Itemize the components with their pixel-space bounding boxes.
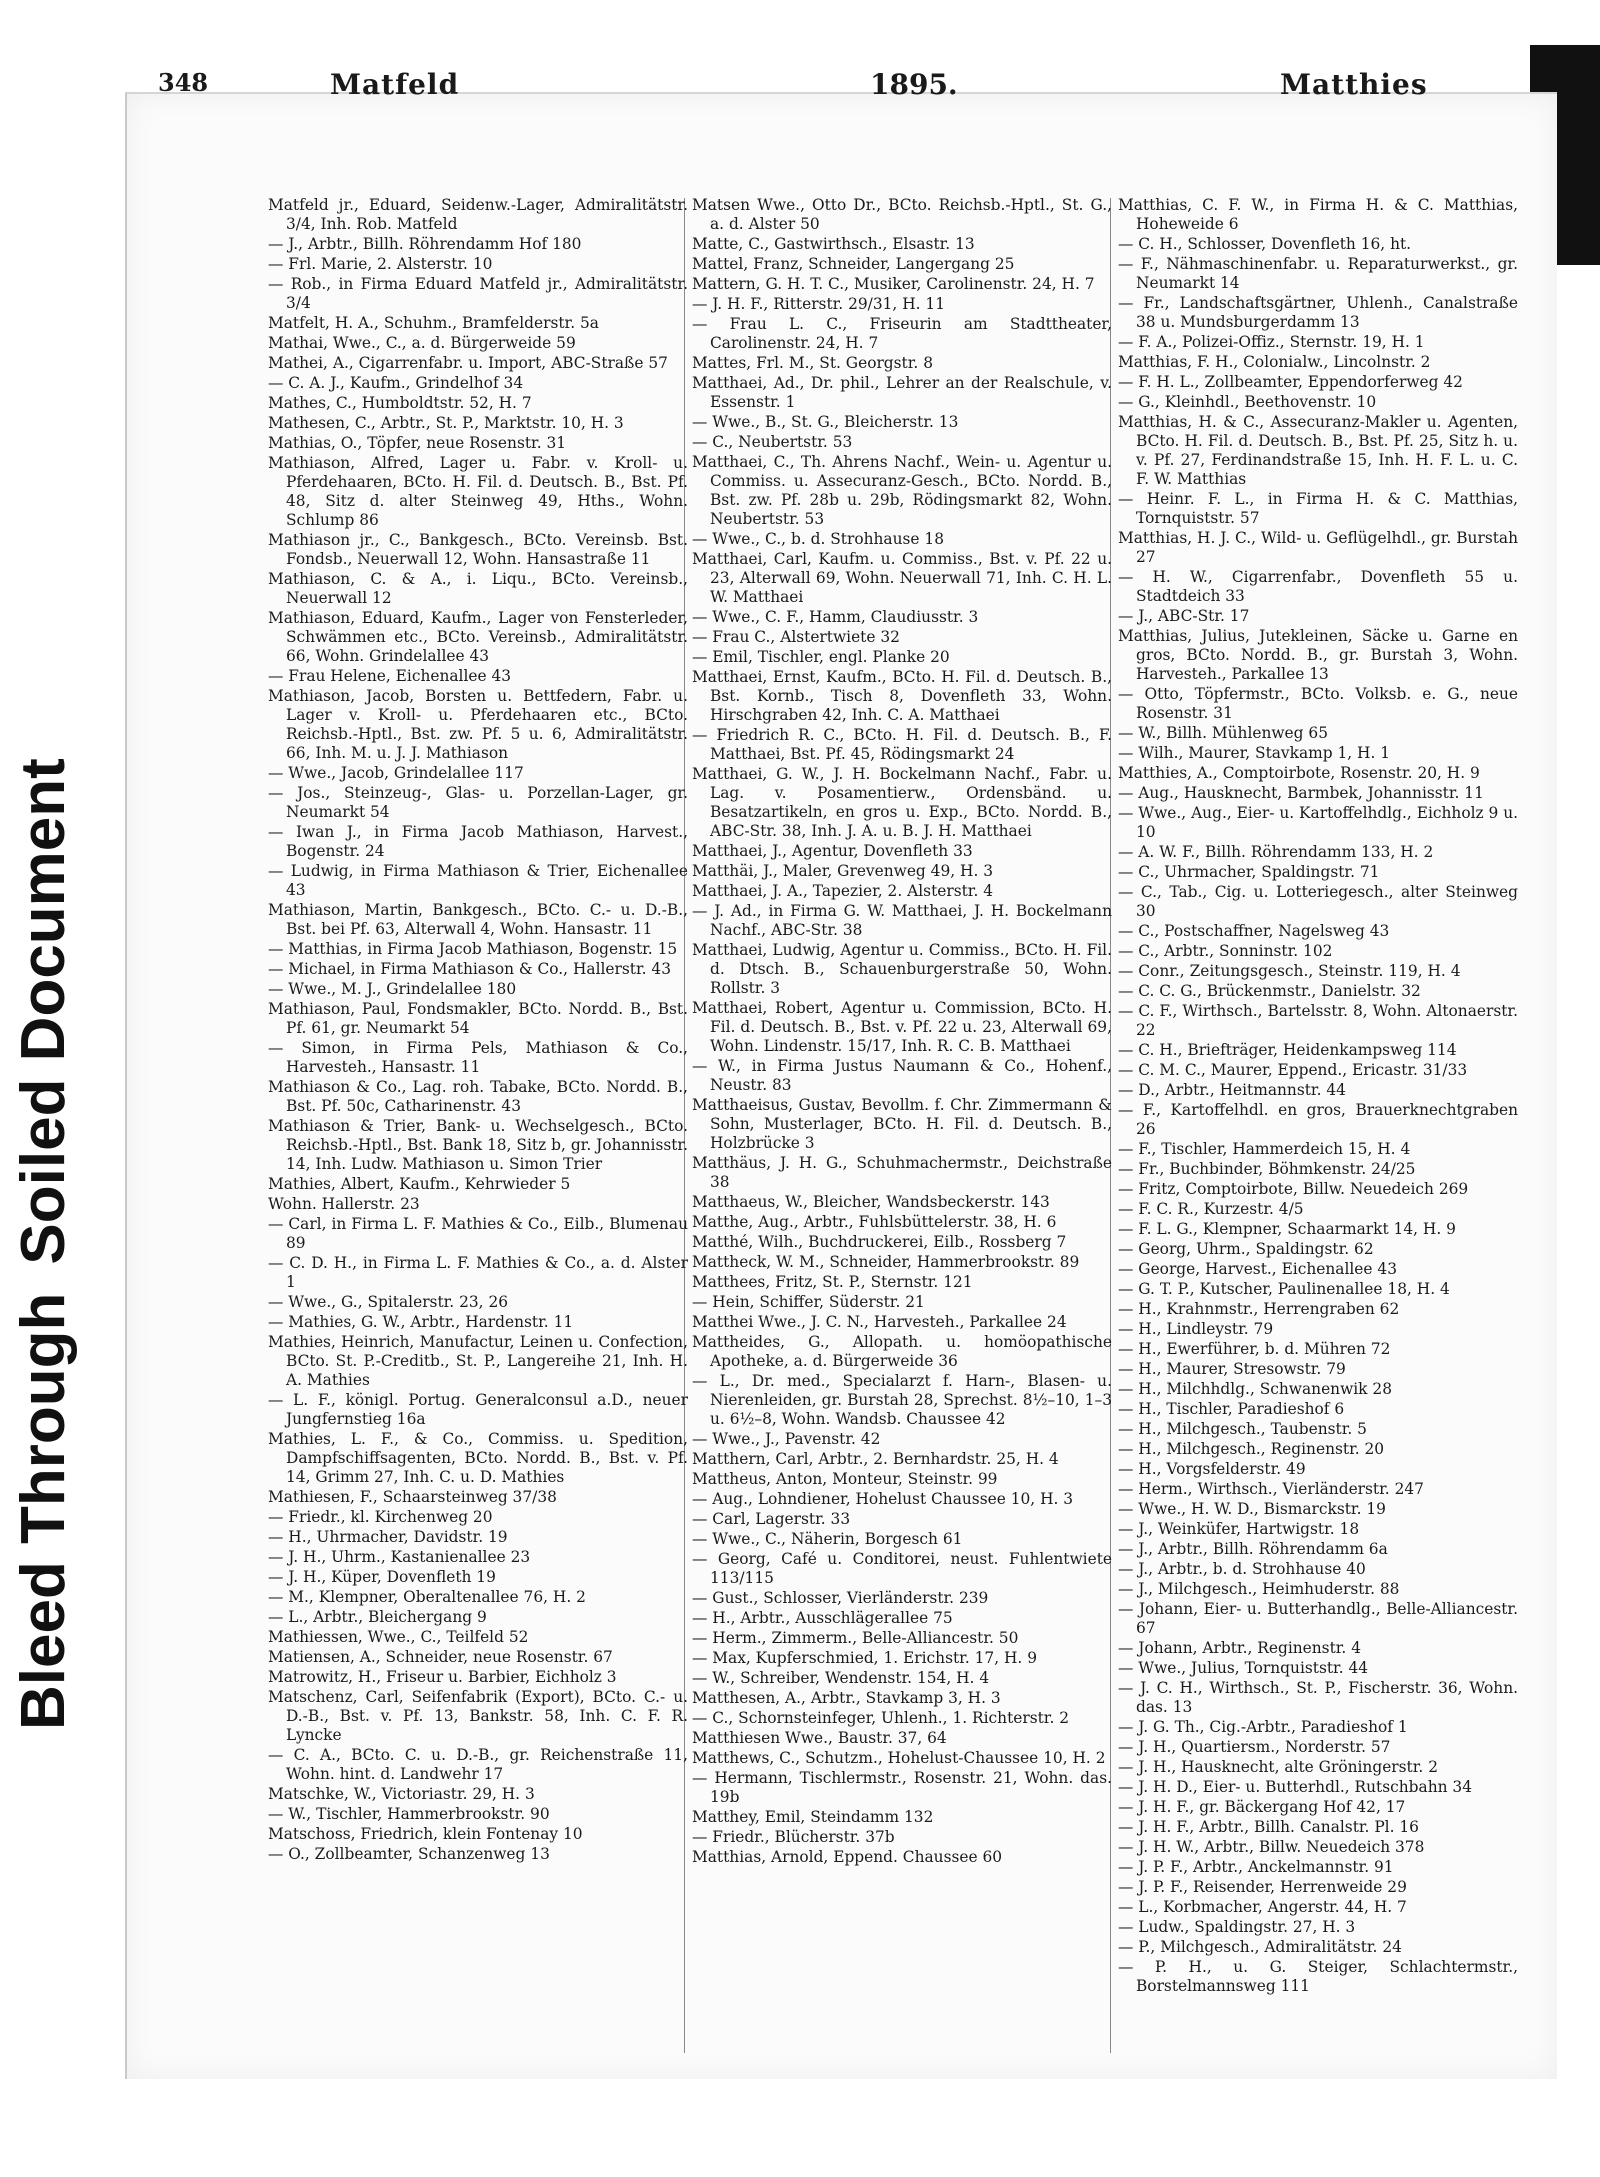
directory-entry: — Max, Kupferschmied, 1. Erichstr. 17, H. 9 [692,1649,1037,1667]
page-number: 348 [158,68,209,97]
directory-entry: — Mathies, G. W., Arbtr., Hardenstr. 11 [268,1313,574,1331]
stamp-bleed-through: Bleed Through [9,1292,78,1730]
directory-entry: — Wwe., C., Näherin, Borgesch 61 [692,1530,963,1548]
directory-entry: — Georg, Uhrm., Spaldingstr. 62 [1118,1240,1374,1258]
directory-entry: Matfelt, H. A., Schuhm., Bramfelderstr. 5a [268,314,599,332]
directory-entry: — J., Milchgesch., Heimhuderstr. 88 [1118,1580,1400,1598]
directory-entry: — Frau C., Alstertwiete 32 [692,628,900,646]
directory-entry: — Michael, in Firma Mathiason & Co., Hallerstr. 43 [268,960,671,978]
directory-entry: — Fritz, Comptoirbote, Billw. Neuedeich 269 [1118,1180,1469,1198]
directory-entry: — Jos., Steinzeug-, Glas- u. Porzellan-Lager, gr. Neumarkt 54 [268,784,688,821]
directory-entry: — J. Ad., in Firma G. W. Matthaei, J. H. Bockelmann Nachf., ABC-Str. 38 [692,902,1112,939]
directory-entry: — W., Schreiber, Wendenstr. 154, H. 4 [692,1669,990,1687]
directory-entry: Matfeld jr., Eduard, Seidenw.-Lager, Admiralitätstr. 3/4, Inh. Rob. Matfeld [268,196,688,233]
directory-entry: — Wwe., Jacob, Grindelallee 117 [268,764,524,782]
bleed-through-stamp [8,730,79,1730]
directory-entry: Matthees, Fritz, St. P., Sternstr. 121 [692,1273,973,1291]
directory-entry: Mathiesen, F., Schaarsteinweg 37/38 [268,1488,557,1506]
directory-entry: Matschke, W., Victoriastr. 29, H. 3 [268,1785,535,1803]
directory-entry: — C. A., BCto. C. u. D.-B., gr. Reichenstraße 11, Wohn. hint. d. Landwehr 17 [268,1746,688,1783]
directory-entry: — P. H., u. G. Steiger, Schlachtermstr., Borstelmannsweg 111 [1118,1958,1518,1995]
directory-entry: — Rob., in Firma Eduard Matfeld jr., Admiralitätstr. 3/4 [268,275,688,312]
directory-entry: Matrowitz, H., Friseur u. Barbier, Eichholz 3 [268,1668,617,1686]
directory-entry: — Wwe., B., St. G., Bleicherstr. 13 [692,413,959,431]
directory-entry: — Friedrich R. C., BCto. H. Fil. d. Deutsch. B., F. Matthaei, Bst. Pf. 45, Rödingsmarkt 24 [692,726,1112,763]
directory-entry: — Hein, Schiffer, Süderstr. 21 [692,1293,925,1311]
directory-entry: Matthews, C., Schutzm., Hohelust-Chaussee 10, H. 2 [692,1749,1106,1767]
directory-entry: — J. H., Hausknecht, alte Gröningerstr. 2 [1118,1758,1438,1776]
directory-entry: — G. T. P., Kutscher, Paulinenallee 18, H. 4 [1118,1280,1450,1298]
directory-entry: — H., Milchgesch., Taubenstr. 5 [1118,1420,1367,1438]
directory-entry: — Carl, in Firma L. F. Mathies & Co., Eilb., Blumenau 89 [268,1215,688,1252]
directory-entry: — Otto, Töpfermstr., BCto. Volksb. e. G., neue Rosenstr. 31 [1118,685,1518,722]
directory-entry: — F., Nähmaschinenfabr. u. Reparaturwerkst., gr. Neumarkt 14 [1118,255,1518,292]
directory-entry: Matthaei, G. W., J. H. Bockelmann Nachf., Fabr. u. Lag. v. Posamentierw., Ordensbänd. u. Besatzartikeln, en gros u. Exp., BCto. Nordd. B., ABC-Str. 38, Inh. J. A. u. B. J. H. Matthaei [692,765,1112,840]
directory-entry: Matthaei, Ludwig, Agentur u. Commiss., BCto. H. Fil. d. Dtsch. B., Schauenburgerstraße 50, Wohn. Rollstr. 3 [692,941,1112,997]
directory-entry: Matthaei, Robert, Agentur u. Commission, BCto. H. Fil. d. Deutsch. B., Bst. v. Pf. 22 u. 23, Alterwall 69, Wohn. Lindenstr. 15/17, Inh. R. C. B. Matthaei [692,999,1112,1055]
directory-entry: — J. H. F., gr. Bäckergang Hof 42, 17 [1118,1798,1406,1816]
directory-entry: Mattheus, Anton, Monteur, Steinstr. 99 [692,1470,998,1488]
directory-entry: — P., Milchgesch., Admiralitätstr. 24 [1118,1938,1402,1956]
directory-entry: Matiensen, A., Schneider, neue Rosenstr. 67 [268,1648,613,1666]
directory-entry: — H., Maurer, Stresowstr. 79 [1118,1360,1346,1378]
directory-entry: — J. H., Quartiersm., Norderstr. 57 [1118,1738,1391,1756]
directory-entry: — C., Postschaffner, Nagelsweg 43 [1118,922,1390,940]
directory-entry: — Friedr., kl. Kirchenweg 20 [268,1508,493,1526]
directory-entry: — Wwe., C., b. d. Strohhause 18 [692,530,944,548]
directory-entry: — Aug., Hausknecht, Barmbek, Johannisstr. 11 [1118,784,1484,802]
right-running-head: Matthies [1280,68,1428,101]
directory-entry: — J. P. F., Arbtr., Anckelmannstr. 91 [1118,1858,1394,1876]
directory-entry: — Wwe., C. F., Hamm, Claudiusstr. 3 [692,608,979,626]
directory-entry: — C. F., Wirthsch., Bartelsstr. 8, Wohn. Altonaerstr. 22 [1118,1002,1518,1039]
directory-entry: — C. A. J., Kaufm., Grindelhof 34 [268,374,524,392]
directory-entry: — H., Tischler, Paradieshof 6 [1118,1400,1345,1418]
directory-entry: — H., Vorgsfelderstr. 49 [1118,1460,1306,1478]
directory-entry: — Ludw., Spaldingstr. 27, H. 3 [1118,1918,1356,1936]
directory-entry: — Frl. Marie, 2. Alsterstr. 10 [268,255,493,273]
directory-entry: Matthaei, Ernst, Kaufm., BCto. H. Fil. d. Deutsch. B., Bst. Kornb., Tisch 8, Dovenfleth 33, Wohn. Hirschgraben 42, Inh. C. A. Matthaei [692,668,1112,724]
directory-entry: — J., Arbtr., Billh. Röhrendamm 6a [1118,1540,1388,1558]
directory-entry: Mathiason, Alfred, Lager u. Fabr. v. Kroll- u. Pferdehaaren, BCto. H. Fil. d. Deutsch. B., Bst. Pf. 48, Sitz d. alter Steinweg 49, Hths., Wohn. Schlump 86 [268,454,688,529]
directory-entry: Mathiason, Paul, Fondsmakler, BCto. Nordd. B., Bst. Pf. 61, gr. Neumarkt 54 [268,1000,688,1037]
directory-entry: Matthesen, A., Arbtr., Stavkamp 3, H. 3 [692,1689,1001,1707]
directory-entry: — Iwan J., in Firma Jacob Mathiason, Harvest., Bogenstr. 24 [268,823,688,860]
directory-column-3 [1118,196,1518,2056]
directory-entry: Matthäus, J. H. G., Schuhmachermstr., Deichstraße 38 [692,1154,1112,1191]
directory-entry: — F., Kartoffelhdl. en gros, Brauerknechtgraben 26 [1118,1101,1518,1138]
directory-entry: Matthaei, J., Agentur, Dovenfleth 33 [692,842,973,860]
directory-entry: Mathias, O., Töpfer, neue Rosenstr. 31 [268,434,567,452]
directory-column-1 [268,196,688,2056]
directory-entry: — C. C. G., Brückenmstr., Danielstr. 32 [1118,982,1421,1000]
directory-entry: Mattes, Frl. M., St. Georgstr. 8 [692,354,933,372]
directory-entry: Matthé, Wilh., Buchdruckerei, Eilb., Rossberg 7 [692,1233,1067,1251]
directory-entry: — J., Arbtr., b. d. Strohhause 40 [1118,1560,1366,1578]
left-running-head: Matfeld [330,68,460,101]
directory-entry: — W., Billh. Mühlenweg 65 [1118,724,1328,742]
directory-entry: — H., Milchgesch., Reginenstr. 20 [1118,1440,1385,1458]
directory-entry: Matthe, Aug., Arbtr., Fuhlsbüttelerstr. 38, H. 6 [692,1213,1057,1231]
directory-entry: — F. L. G., Klempner, Schaarmarkt 14, H. 9 [1118,1220,1456,1238]
directory-entry: — Herm., Wirthsch., Vierländerstr. 247 [1118,1480,1424,1498]
directory-entry: — Wwe., Julius, Tornquiststr. 44 [1118,1659,1369,1677]
directory-entry: — J., ABC-Str. 17 [1118,607,1250,625]
directory-entry: — J. H. F., Arbtr., Billh. Canalstr. Pl. 16 [1118,1818,1419,1836]
directory-entry: Mathes, C., Humboldtstr. 52, H. 7 [268,394,532,412]
directory-entry: — L., Arbtr., Bleichergang 9 [268,1608,487,1626]
directory-entry: Matthiesen Wwe., Baustr. 37, 64 [692,1729,947,1747]
directory-entry: — Wilh., Maurer, Stavkamp 1, H. 1 [1118,744,1391,762]
directory-entry: — C. H., Schlosser, Dovenfleth 16, ht. [1118,235,1412,253]
directory-entry: — J. H., Küper, Dovenfleth 19 [268,1568,496,1586]
directory-entry: — J., Weinküfer, Hartwigstr. 18 [1118,1520,1360,1538]
directory-entry: Mattheides, G., Allopath. u. homöopathische Apotheke, a. d. Bürgerweide 36 [692,1333,1112,1370]
directory-entry: — C., Arbtr., Sonninstr. 102 [1118,942,1333,960]
directory-entry: Mathiason jr., C., Bankgesch., BCto. Vereinsb. Bst. Fondsb., Neuerwall 12, Wohn. Hansastraße 11 [268,531,688,568]
directory-entry: Matthias, H. & C., Assecuranz-Makler u. Agenten, BCto. H. Fil. d. Deutsch. B., Bst. Pf. 25, Sitz h. u. v. Pf. 27, Ferdinandstraße 15, Inh. H. F. L. u. C. F. W. Matthias [1118,413,1518,488]
directory-entry: — L., Dr. med., Specialarzt f. Harn-, Blasen- u. Nierenleiden, gr. Burstah 28, Sprechst. 8½–10, 1–3 u. 6½–8, Wohn. Wandsb. Chaussee 42 [692,1372,1112,1428]
directory-entry: — H., Arbtr., Ausschlägerallee 75 [692,1609,953,1627]
directory-entry: — C., Uhrmacher, Spaldingstr. 71 [1118,863,1380,881]
directory-entry: — L. F., königl. Portug. Generalconsul a.D., neuer Jungfernstieg 16a [268,1391,688,1428]
directory-entry: Mathesen, C., Arbtr., St. P., Marktstr. 10, H. 3 [268,414,624,432]
stamp-soiled-document: Soiled Document [9,758,78,1265]
directory-entry: — J., Arbtr., Billh. Röhrendamm Hof 180 [268,235,582,253]
directory-entry: — H., Lindleystr. 79 [1118,1320,1274,1338]
directory-entry: — Ludwig, in Firma Mathiason & Trier, Eichenallee 43 [268,862,688,899]
directory-entry: — Aug., Lohndiener, Hohelust Chaussee 10, H. 3 [692,1490,1074,1508]
directory-entry: — F. A., Polizei-Offiz., Sternstr. 19, H. 1 [1118,333,1425,351]
directory-entry: Matthey, Emil, Steindamm 132 [692,1808,934,1826]
directory-entry: Matthias, Julius, Jutekleinen, Säcke u. Garne en gros, BCto. Nordd. B., gr. Burstah 3, Wohn. Harvesteh., Parkallee 13 [1118,627,1518,683]
directory-entry: — C., Neubertstr. 53 [692,433,853,451]
directory-entry: — Georg, Café u. Conditorei, neust. Fuhlentwiete 113/115 [692,1550,1112,1587]
directory-entry: — W., in Firma Justus Naumann & Co., Hohenf., Neustr. 83 [692,1057,1112,1094]
directory-entry: — Simon, in Firma Pels, Mathiason & Co., Harvesteh., Hansastr. 11 [268,1039,688,1076]
directory-entry: Mattel, Franz, Schneider, Langergang 25 [692,255,1015,273]
directory-entry: — Frau Helene, Eichenallee 43 [268,667,512,685]
directory-entry: Matsen Wwe., Otto Dr., BCto. Reichsb.-Hptl., St. G., a. d. Alster 50 [692,196,1112,233]
directory-entry: — J. C. H., Wirthsch., St. P., Fischerstr. 36, Wohn. das. 13 [1118,1679,1518,1716]
directory-entry: — G., Kleinhdl., Beethovenstr. 10 [1118,393,1377,411]
directory-entry: — Herm., Zimmerm., Belle-Alliancestr. 50 [692,1629,1019,1647]
directory-entry: Mattern, G. H. T. C., Musiker, Carolinenstr. 24, H. 7 [692,275,1095,293]
directory-entry: — D., Arbtr., Heitmannstr. 44 [1118,1081,1346,1099]
directory-entry: — J. H. W., Arbtr., Billw. Neuedeich 378 [1118,1838,1425,1856]
directory-entry: Matthaei, Ad., Dr. phil., Lehrer an der Realschule, v. Essenstr. 1 [692,374,1112,411]
directory-entry: — Gust., Schlosser, Vierländerstr. 239 [692,1589,989,1607]
directory-entry: — F. H. L., Zollbeamter, Eppendorferweg 42 [1118,373,1463,391]
directory-entry: — H., Uhrmacher, Davidstr. 19 [268,1528,508,1546]
directory-entry: Mathiessen, Wwe., C., Teilfeld 52 [268,1628,529,1646]
directory-entry: Matthern, Carl, Arbtr., 2. Bernhardstr. 25, H. 4 [692,1450,1059,1468]
directory-entry: — W., Tischler, Hammerbrookstr. 90 [268,1805,550,1823]
directory-entry: — Conr., Zeitungsgesch., Steinstr. 119, H. 4 [1118,962,1461,980]
directory-entry: — J. H. F., Ritterstr. 29/31, H. 11 [692,295,946,313]
directory-entry: Mathies, L. F., & Co., Commiss. u. Spedition, Dampfschiffsagenten, BCto. Nordd. B., Bst. v. Pf. 14, Grimm 27, Inh. C. u. D. Mathies [268,1430,688,1486]
directory-entry: — Frau L. C., Friseurin am Stadttheater, Carolinenstr. 24, H. 7 [692,315,1112,352]
directory-entry: — Fr., Buchbinder, Böhmkenstr. 24/25 [1118,1160,1416,1178]
directory-entry: Matthaei, Carl, Kaufm. u. Commiss., Bst. v. Pf. 22 u. 23, Alterwall 69, Wohn. Neuerwall 71, Inh. C. H. L. W. Matthaei [692,550,1112,606]
directory-entry: Matte, C., Gastwirthsch., Elsastr. 13 [692,235,975,253]
directory-entry: — Heinr. F. L., in Firma H. & C. Matthias, Tornquiststr. 57 [1118,490,1518,527]
directory-entry: — O., Zollbeamter, Schanzenweg 13 [268,1845,550,1863]
directory-entry: Matthei Wwe., J. C. N., Harvesteh., Parkallee 24 [692,1313,1067,1331]
directory-entry: — Wwe., M. J., Grindelallee 180 [268,980,517,998]
directory-entry: — Carl, Lagerstr. 33 [692,1510,851,1528]
directory-entry: — C. D. H., in Firma L. F. Mathies & Co., a. d. Alster 1 [268,1254,688,1291]
directory-entry: Matschenz, Carl, Seifenfabrik (Export), BCto. C.- u. D.-B., Bst. v. Pf. 13, Bankstr. 58, Inh. C. F. R. Lyncke [268,1688,688,1744]
directory-entry: — C. H., Briefträger, Heidenkampsweg 114 [1118,1041,1457,1059]
directory-entry: — George, Harvest., Eichenallee 43 [1118,1260,1397,1278]
directory-entry: — L., Korbmacher, Angerstr. 44, H. 7 [1118,1898,1407,1916]
directory-entry: Matthias, C. F. W., in Firma H. & C. Matthias, Hoheweide 6 [1118,196,1518,233]
directory-entry: Matthaei, C., Th. Ahrens Nachf., Wein- u. Agentur u. Commiss. u. Assecuranz-Gesch., BCto. Nordd. B., Bst. zw. Pf. 28b u. 29b, Rödingsmarkt 82, Wohn. Neubertstr. 53 [692,453,1112,528]
directory-entry: — F. C. R., Kurzestr. 4/5 [1118,1200,1304,1218]
directory-entry: — H., Ewerführer, b. d. Mühren 72 [1118,1340,1391,1358]
directory-entry: — Wwe., Aug., Eier- u. Kartoffelhdlg., Eichholz 9 u. 10 [1118,804,1518,841]
directory-entry: — C., Tab., Cig. u. Lotteriegesch., alter Steinweg 30 [1118,883,1518,920]
directory-entry: Mathiason, Jacob, Borsten u. Bettfedern, Fabr. u. Lager v. Kroll- u. Pferdehaaren etc., BCto. Reichsb.-Hptl., Bst. zw. Pf. 5 u. 6, Admiralitätstr. 66, Inh. M. u. J. J. Mathiason [268,687,688,762]
directory-entry: — F., Tischler, Hammerdeich 15, H. 4 [1118,1140,1411,1158]
directory-entry: — J. P. F., Reisender, Herrenweide 29 [1118,1878,1407,1896]
directory-entry: — M., Klempner, Oberaltenallee 76, H. 2 [268,1588,586,1606]
directory-entry: — H. W., Cigarrenfabr., Dovenfleth 55 u. Stadtdeich 33 [1118,568,1518,605]
directory-entry: Mathies, Albert, Kaufm., Kehrwieder 5 [268,1175,571,1193]
directory-entry: Mathai, Wwe., C., a. d. Bürgerweide 59 [268,334,576,352]
directory-entry: Matschoss, Friedrich, klein Fontenay 10 [268,1825,583,1843]
directory-entry: — J. H. D., Eier- u. Butterhdl., Rutschbahn 34 [1118,1778,1472,1796]
year-head: 1895. [870,68,958,101]
directory-entry: — Emil, Tischler, engl. Planke 20 [692,648,950,666]
directory-entry: — C. M. C., Maurer, Eppend., Ericastr. 31/33 [1118,1061,1468,1079]
directory-entry: — Matthias, in Firma Jacob Mathiason, Bogenstr. 15 [268,940,678,958]
directory-entry: Mathiason, Martin, Bankgesch., BCto. C.- u. D.-B., Bst. bei Pf. 63, Alterwall 4, Wohn. Hansastr. 11 [268,901,688,938]
directory-entry: — Wwe., J., Pavenstr. 42 [692,1430,881,1448]
directory-entry: — J. G. Th., Cig.-Arbtr., Paradieshof 1 [1118,1718,1408,1736]
directory-entry: Mathiason & Co., Lag. roh. Tabake, BCto. Nordd. B., Bst. Pf. 50c, Catharinenstr. 43 [268,1078,688,1115]
directory-entry: Matthäi, J., Maler, Grevenweg 49, H. 3 [692,862,994,880]
directory-entry: Matthias, F. H., Colonialw., Lincolnstr. 2 [1118,353,1431,371]
directory-entry: — J. H., Uhrm., Kastanienallee 23 [268,1548,531,1566]
directory-entry: Mathei, A., Cigarrenfabr. u. Import, ABC-Straße 57 [268,354,668,372]
directory-entry: — Wwe., H. W. D., Bismarckstr. 19 [1118,1500,1386,1518]
directory-entry: Matthaei, J. A., Tapezier, 2. Alsterstr. 4 [692,882,994,900]
directory-entry: Matthias, H. J. C., Wild- u. Geflügelhdl., gr. Burstah 27 [1118,529,1518,566]
directory-entry: Mattheck, W. M., Schneider, Hammerbrookstr. 89 [692,1253,1080,1271]
directory-entry: Wohn. Hallerstr. 23 [268,1195,420,1213]
directory-entry: — H., Milchhdlg., Schwanenwik 28 [1118,1380,1392,1398]
directory-entry: Mathiason, Eduard, Kaufm., Lager von Fensterleder, Schwämmen etc., BCto. Vereinsb., Admiralitätstr. 66, Wohn. Grindelallee 43 [268,609,688,665]
directory-entry: — H., Krahnmstr., Herrengraben 62 [1118,1300,1400,1318]
directory-entry: Matthaeus, W., Bleicher, Wandsbeckerstr. 143 [692,1193,1050,1211]
directory-entry: Mathies, Heinrich, Manufactur, Leinen u. Confection, BCto. St. P.-Creditb., St. P., Langereihe 21, Inh. H. A. Mathies [268,1333,688,1389]
directory-entry: Matthaeisus, Gustav, Bevollm. f. Chr. Zimmermann & Sohn, Musterlager, BCto. H. Fil. d. Deutsch. B., Holzbrücke 3 [692,1096,1112,1152]
directory-entry: — Johann, Arbtr., Reginenstr. 4 [1118,1639,1361,1657]
directory-entry: — Fr., Landschaftsgärtner, Uhlenh., Canalstraße 38 u. Mundsburgerdamm 13 [1118,294,1518,331]
directory-entry: — Hermann, Tischlermstr., Rosenstr. 21, Wohn. das. 19b [692,1769,1112,1806]
directory-entry: Mathiason, C. & A., i. Liqu., BCto. Vereinsb., Neuerwall 12 [268,570,688,607]
directory-entry: — A. W. F., Billh. Röhrendamm 133, H. 2 [1118,843,1434,861]
directory-entry: — C., Schornsteinfeger, Uhlenh., 1. Richterstr. 2 [692,1709,1070,1727]
directory-entry: — Friedr., Blücherstr. 37b [692,1828,895,1846]
directory-entry: — Wwe., G., Spitalerstr. 23, 26 [268,1293,509,1311]
directory-entry: Mathiason & Trier, Bank- u. Wechselgesch., BCto. Reichsb.-Hptl., Bst. Bank 18, Sitz b, gr. Johannisstr. 14, Inh. Ludw. Mathiason u. Simon Trier [268,1117,688,1173]
directory-entry: Matthies, A., Comptoirbote, Rosenstr. 20, H. 9 [1118,764,1480,782]
directory-column-2 [692,196,1112,2056]
directory-entry: — Johann, Eier- u. Butterhandlg., Belle-Alliancestr. 67 [1118,1600,1518,1637]
directory-entry: Matthias, Arnold, Eppend. Chaussee 60 [692,1848,1003,1866]
